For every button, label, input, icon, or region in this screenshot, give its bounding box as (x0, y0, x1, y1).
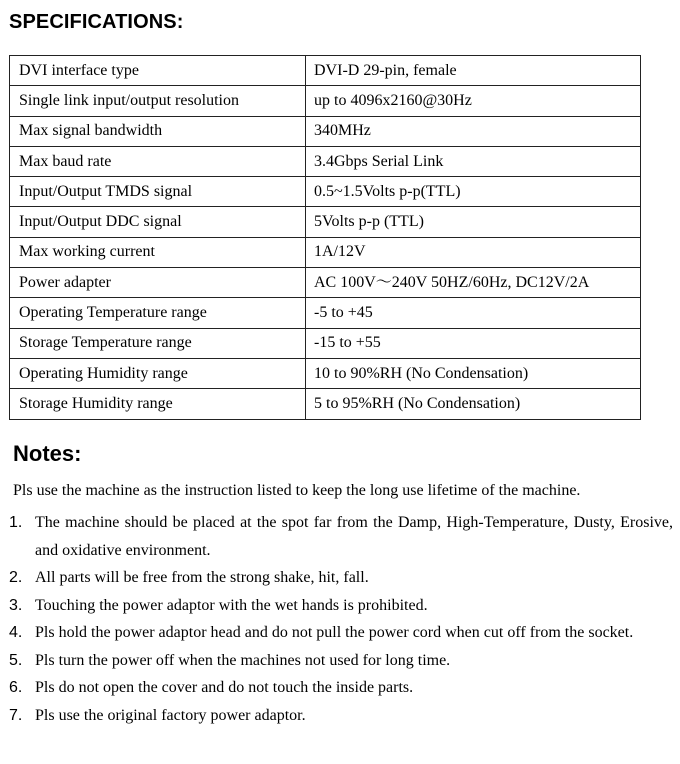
spec-value: 10 to 90%RH (No Condensation) (306, 358, 641, 388)
note-item (9, 619, 673, 647)
note-text: All parts will be free from the strong shake, hit, fall. (35, 569, 369, 586)
spec-row-power-adapter (10, 268, 641, 298)
spec-label: DVI interface type (10, 56, 306, 86)
note-item (9, 674, 673, 702)
spec-label: Input/Output TMDS signal (10, 177, 306, 207)
note-number: 5. (9, 651, 23, 669)
note-item (9, 592, 673, 620)
spec-value: DVI-D 29-pin, female (306, 56, 641, 86)
spec-label: Operating Temperature range (10, 298, 306, 328)
spec-row-dvi-interface-type (10, 56, 641, 86)
spec-value: 340MHz (306, 116, 641, 146)
note-text: The machine should be placed at the spot far from the Damp, High-Temperature, Dusty, Erosive, and oxidative environment. (35, 514, 673, 559)
spec-row-storage-temperature (10, 328, 641, 358)
spec-label: Max working current (10, 237, 306, 267)
spec-value: AC 100V～240V 50HZ/60Hz, DC12V/2A (306, 268, 641, 298)
note-item (9, 647, 673, 675)
spec-row-resolution (10, 86, 641, 116)
note-number: 3. (9, 596, 23, 614)
spec-value: -5 to +45 (306, 298, 641, 328)
spec-label: Power adapter (10, 268, 306, 298)
spec-value: up to 4096x2160@30Hz (306, 86, 641, 116)
note-text: Pls turn the power off when the machines not used for long time. (35, 651, 451, 669)
spec-label: Storage Temperature range (10, 328, 306, 358)
note-number: 7. (9, 706, 23, 724)
specifications-table (9, 55, 641, 420)
spec-value: 5 to 95%RH (No Condensation) (306, 389, 641, 419)
note-number: 4. (9, 624, 23, 641)
spec-row-ddc-signal (10, 207, 641, 237)
note-number: 6. (9, 679, 23, 696)
note-number: 1. (9, 514, 23, 531)
spec-row-working-current (10, 237, 641, 267)
spec-label: Input/Output DDC signal (10, 207, 306, 237)
spec-value: 3.4Gbps Serial Link (306, 146, 641, 176)
notes-heading: Notes: (13, 441, 82, 466)
spec-label: Max signal bandwidth (10, 116, 306, 146)
note-text: Pls hold the power adaptor head and do not pull the power cord when cut off from the socket. (35, 624, 634, 641)
note-item (9, 702, 673, 730)
spec-label: Operating Humidity range (10, 358, 306, 388)
note-number: 2. (9, 569, 23, 586)
spec-label: Max baud rate (10, 146, 306, 176)
notes-intro: Pls use the machine as the instruction listed to keep the long use lifetime of the machine. (13, 482, 581, 499)
note-text: Pls use the original factory power adaptor. (35, 706, 306, 724)
spec-row-storage-humidity (10, 389, 641, 419)
spec-value: 0.5~1.5Volts p-p(TTL) (306, 177, 641, 207)
spec-row-baud-rate (10, 146, 641, 176)
spec-row-operating-temperature (10, 298, 641, 328)
spec-value: 5Volts p-p (TTL) (306, 207, 641, 237)
spec-row-tmds-signal (10, 177, 641, 207)
notes-list (9, 509, 673, 729)
spec-row-operating-humidity (10, 358, 641, 388)
note-text: Pls do not open the cover and do not touch the inside parts. (35, 679, 414, 696)
spec-label: Storage Humidity range (10, 389, 306, 419)
spec-label: Single link input/output resolution (10, 86, 306, 116)
spec-value: 1A/12V (306, 237, 641, 267)
spec-row-bandwidth (10, 116, 641, 146)
note-item (9, 564, 673, 592)
spec-value: -15 to +55 (306, 328, 641, 358)
specifications-heading: SPECIFICATIONS: (9, 11, 184, 33)
note-text: Touching the power adaptor with the wet hands is prohibited. (35, 596, 428, 614)
note-item (9, 509, 673, 564)
